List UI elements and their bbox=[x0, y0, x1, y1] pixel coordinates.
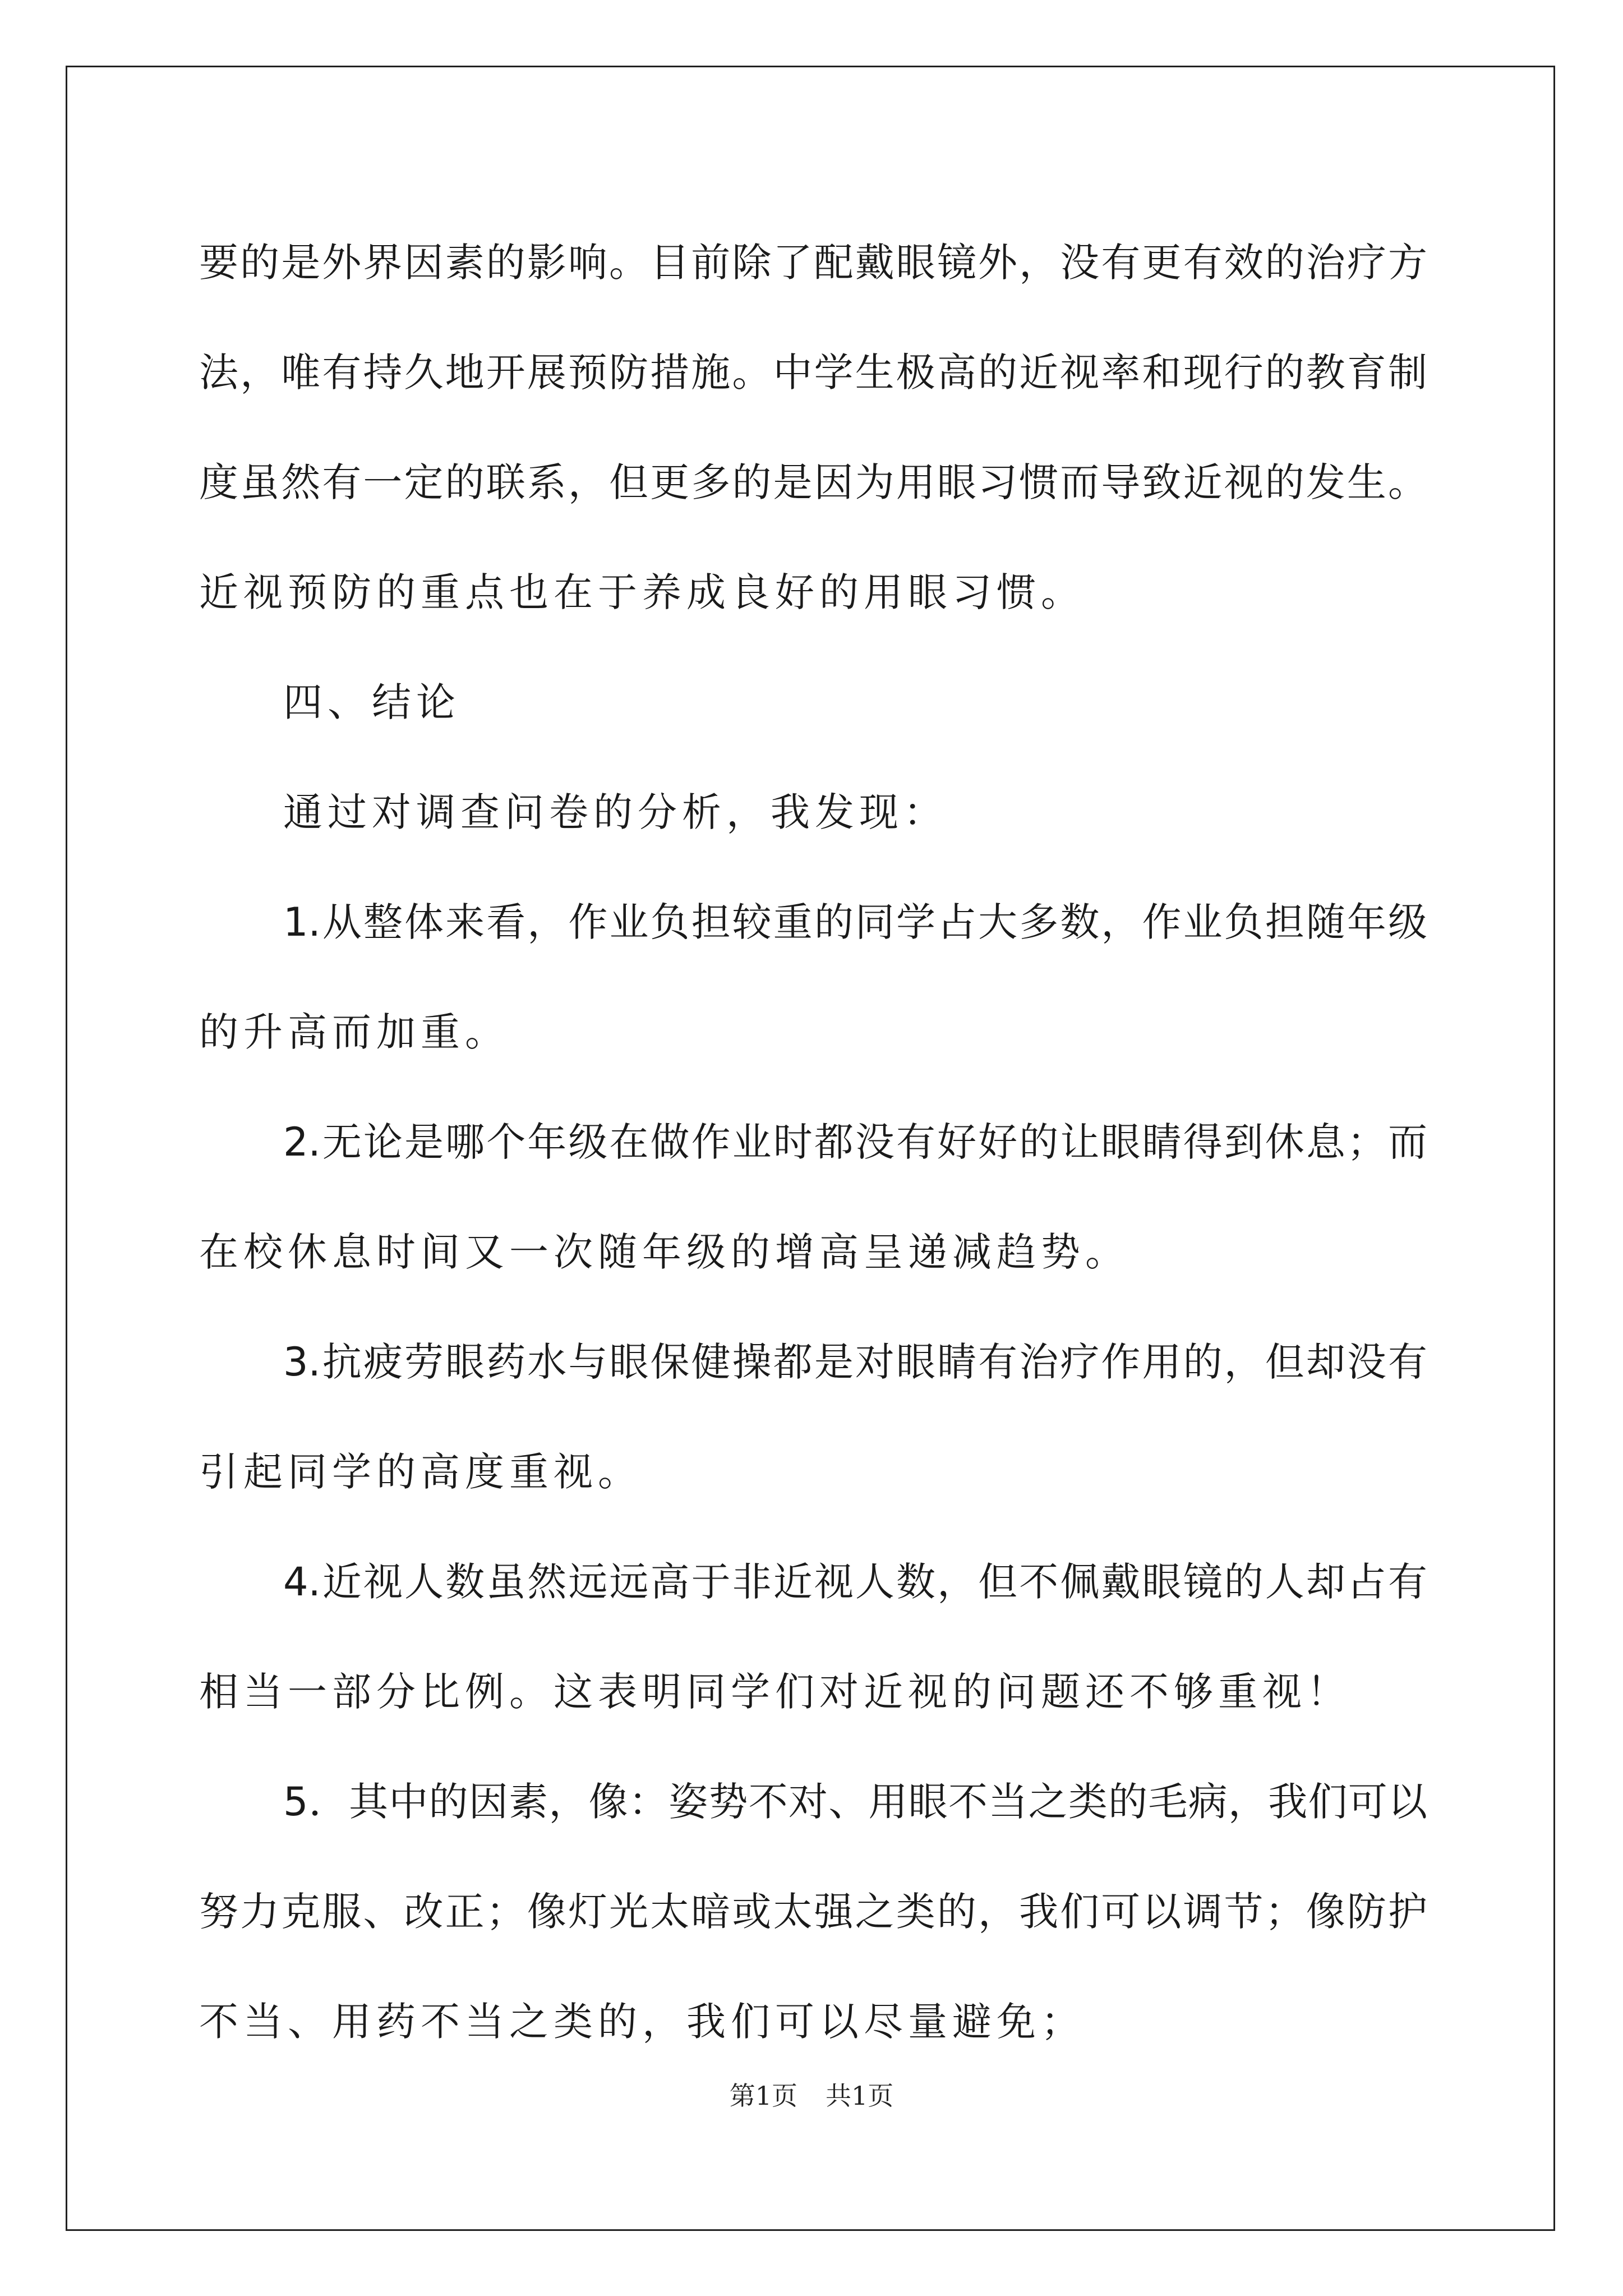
list-item-line: 不当、用药不当之类的，我们可以尽量避免； bbox=[199, 1999, 1085, 2045]
list-item-line: 1.从整体来看，作业负担较重的同学占大多数，作业负担随年级 bbox=[283, 899, 1427, 945]
paragraph-line: 近视预防的重点也在于养成良好的用眼习惯。 bbox=[199, 569, 1085, 615]
list-item-line: 引起同学的高度重视。 bbox=[199, 1449, 642, 1495]
list-item-line: 在校休息时间又一次随年级的增高呈递减趋势。 bbox=[199, 1229, 1129, 1275]
paragraph-line: 法，唯有持久地开展预防措施。中学生极高的近视率和现行的教育制 bbox=[199, 349, 1427, 395]
list-item-line: 努力克服、改正；像灯光太暗或太强之类的，我们可以调节；像防护 bbox=[199, 1889, 1427, 1935]
paragraph-line: 通过对调查问卷的分析，我发现： bbox=[283, 789, 948, 835]
list-item-line: 的升高而加重。 bbox=[199, 1009, 509, 1055]
list-item-line: 相当一部分比例。这表明同学们对近视的问题还不够重视！ bbox=[199, 1669, 1351, 1715]
document-body bbox=[199, 208, 1427, 2077]
list-item-line: 2.无论是哪个年级在做作业时都没有好好的让眼睛得到休息；而 bbox=[283, 1119, 1427, 1165]
list-item-line: 5．其中的因素，像：姿势不对、用眼不当之类的毛病，我们可以 bbox=[283, 1779, 1427, 1825]
paragraph-line: 要的是外界因素的影响。目前除了配戴眼镜外，没有更有效的治疗方 bbox=[199, 240, 1427, 286]
paragraph-line: 度虽然有一定的联系，但更多的是因为用眼习惯而导致近视的发生。 bbox=[199, 459, 1427, 505]
page-footer bbox=[0, 2076, 1623, 2113]
page-number: 第1页 bbox=[729, 2081, 797, 2111]
page-total: 共1页 bbox=[826, 2081, 894, 2111]
list-item-line: 4.近视人数虽然远远高于非近视人数，但不佩戴眼镜的人却占有 bbox=[283, 1559, 1427, 1605]
section-heading: 四、结论 bbox=[283, 679, 460, 725]
list-item-line: 3.抗疲劳眼药水与眼保健操都是对眼睛有治疗作用的，但却没有 bbox=[283, 1339, 1427, 1385]
